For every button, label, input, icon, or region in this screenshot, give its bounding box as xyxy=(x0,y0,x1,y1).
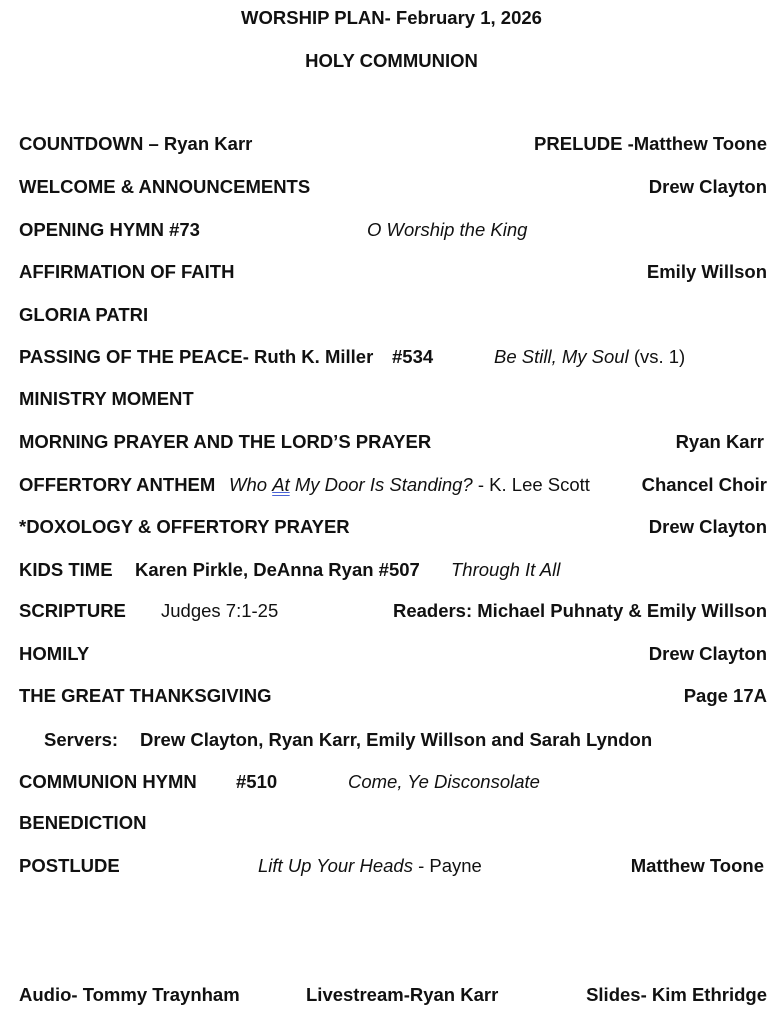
ministry-moment-label: MINISTRY MOMENT xyxy=(19,388,194,409)
opening-hymn-label: OPENING HYMN #73 xyxy=(19,219,200,240)
communion-hymn-label: COMMUNION HYMN xyxy=(19,771,197,792)
page-subtitle: HOLY COMMUNION xyxy=(305,50,478,71)
offertory-performer: Chancel Choir xyxy=(641,474,767,495)
communion-hymn-number: #510 xyxy=(236,771,278,792)
doxology-leader: Drew Clayton xyxy=(648,516,767,537)
offertory-anthem xyxy=(229,474,590,496)
postlude-title: Lift Up Your Heads xyxy=(258,855,413,876)
great-thanksgiving-page: Page 17A xyxy=(683,685,767,706)
peace-hymn-note: (vs. 1) xyxy=(633,346,686,367)
welcome-label: WELCOME & ANNOUNCEMENTS xyxy=(19,176,311,197)
communion-hymn-title: Come, Ye Disconsolate xyxy=(348,771,540,792)
countdown-label: COUNTDOWN – Ryan Karr xyxy=(19,133,253,154)
kids-time-leaders: Karen Pirkle, DeAnna Ryan #507 xyxy=(135,559,420,580)
postlude-piece xyxy=(258,855,482,877)
homily-label: HOMILY xyxy=(19,643,90,664)
page-title: WORSHIP PLAN- February 1, 2026 xyxy=(241,7,542,28)
footer-audio: Audio- Tommy Traynham xyxy=(19,984,240,1005)
peace-hymn xyxy=(494,346,685,368)
affirmation-leader: Emily Willson xyxy=(646,261,767,282)
offertory-title-part-1: Who xyxy=(229,474,268,495)
scripture-readers: Readers: Michael Puhnaty & Emily Willson xyxy=(392,600,767,621)
kids-time-label: KIDS TIME xyxy=(19,559,113,580)
scripture-label: SCRIPTURE xyxy=(19,600,126,621)
affirmation-label: AFFIRMATION OF FAITH xyxy=(19,261,235,282)
footer-slides: Slides- Kim Ethridge xyxy=(586,984,767,1005)
peace-label: PASSING OF THE PEACE- Ruth K. Miller xyxy=(19,346,374,367)
servers-names: Drew Clayton, Ryan Karr, Emily Willson and Sarah Lyndon xyxy=(140,729,653,750)
homily-leader: Drew Clayton xyxy=(648,643,767,664)
offertory-label: OFFERTORY ANTHEM xyxy=(19,474,216,495)
prelude-label: PRELUDE -Matthew Toone xyxy=(534,133,767,154)
postlude-label: POSTLUDE xyxy=(19,855,120,876)
servers-label: Servers: xyxy=(44,729,119,750)
benediction-label: BENEDICTION xyxy=(19,812,147,833)
postlude-performer: Matthew Toone xyxy=(630,855,764,876)
doxology-label: *DOXOLOGY & OFFERTORY PRAYER xyxy=(19,516,350,537)
morning-prayer-label: MORNING PRAYER AND THE LORD’S PRAYER xyxy=(19,431,432,452)
gloria-patri-label: GLORIA PATRI xyxy=(19,304,149,325)
offertory-composer: - K. Lee Scott xyxy=(477,474,590,495)
welcome-leader: Drew Clayton xyxy=(648,176,767,197)
opening-hymn-title: O Worship the King xyxy=(367,219,528,240)
scripture-reference: Judges 7:1-25 xyxy=(161,600,279,621)
footer-livestream: Livestream-Ryan Karr xyxy=(306,984,499,1005)
great-thanksgiving-label: THE GREAT THANKSGIVING xyxy=(19,685,272,706)
peace-hymn-number: #534 xyxy=(392,346,434,367)
offertory-title-part-2: At xyxy=(272,474,290,495)
offertory-title-part-3: My Door Is Standing? xyxy=(294,474,473,495)
morning-prayer-leader: Ryan Karr xyxy=(675,431,764,452)
postlude-composer: - Payne xyxy=(418,855,482,876)
kids-time-hymn-title: Through It All xyxy=(451,559,561,580)
peace-hymn-title: Be Still, My Soul xyxy=(494,346,629,367)
